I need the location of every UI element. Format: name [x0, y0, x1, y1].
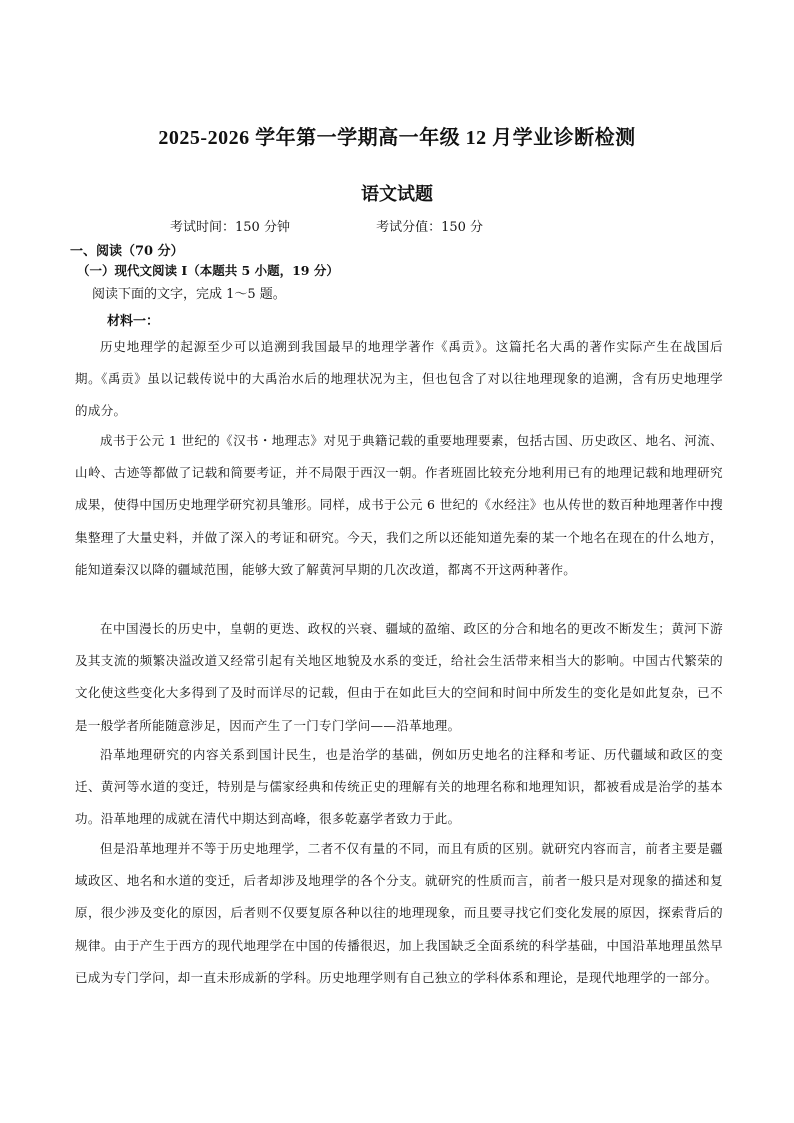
paragraph: 在中国漫长的历史中，皇朝的更迭、政权的兴衰、疆域的盈缩、政区的分合和地名的更改不断发生；黄河下游及其支流的频繁决溢改道又经常引起有关地区地貌及水系的变迁，给社会生活带来相当大的影响。中国古代繁荣的文化使这些变化大多得到了及时而详尽的记载，但由于在如此巨大的空间和时间中所发生的变化是如此复杂，已不是一般学者所能随意涉足，因而产生了一门专门学问——沿革地理。 [75, 621, 723, 733]
reading-instruction: 阅读下面的文字，完成 1～5 题。 [92, 287, 286, 302]
section-heading-reading: 一、阅读（70 分） [70, 244, 184, 259]
subject-title: 语文试题 [361, 184, 433, 205]
paragraph: 但是沿革地理并不等于历史地理学，二者不仅有量的不同，而且有质的区别。就研究内容而言，前者主要是疆域政区、地名和水道的变迁，后者却涉及地理学的各个分支。就研究的性质而言，前者一般只是对现象的描述和复原，很少涉及变化的原因，后者则不仅要复原各种以往的地理现象，而且要寻找它们变化发展的原因，探索背后的规律。由于产生于西方的现代地理学在中国的传播很迟，加上我国缺乏全面系统的科学基础，中国沿革地理虽然早已成为专门学问，却一直未形成新的学科。历史地理学则有自己独立的学科体系和理论，是现代地理学的一部分。 [75, 841, 723, 985]
subsection-heading-modern-text: （一）现代文阅读 I（本题共 5 小题，19 分） [77, 263, 339, 278]
exam-title: 2025-2026 学年第一学期高一年级 12 月学业诊断检测 [158, 127, 636, 149]
paragraph: 历史地理学的起源至少可以追溯到我国最早的地理学著作《禹贡》。这篇托名大禹的著作实际产生在战国后期。《禹贡》虽以记载传说中的大禹治水后的地理状况为主，但也包含了对以往地理现象的追溯，含有历史地理学的成分。 [75, 339, 723, 419]
exam-time: 考试时间：150 分钟 [170, 220, 290, 235]
material-label: 材料一： [107, 314, 160, 329]
paragraph: 成书于公元 1 世纪的《汉书・地理志》对见于典籍记载的重要地理要素，包括古国、历史政区、地名、河流、山岭、古迹等都做了记载和简要考证，并不局限于西汉一朝。作者班固比较充分地利用已有的地理记载和地理研究成果，使得中国历史地理学研究初具雏形。同样，成书于公元 6 世纪的《水经注》也从传世的数百种地理著作中搜集整理了大量史料，并做了深入的考证和研究。今天，我们之所以还能知道先秦的某一个地名在现在的什么地方，能知道秦汉以降的疆域范围，能够大致了解黄河早期的几次改道，都离不开这两种著作。 [75, 433, 723, 577]
paragraph: 沿革地理研究的内容关系到国计民生，也是治学的基础，例如历史地名的注释和考证、历代疆域和政区的变迁、黄河等水道的变迁，特别是与儒家经典和传统正史的理解有关的地理名称和地理知识，都被看成是治学的基本功。沿革地理的成就在清代中期达到高峰，很多乾嘉学者致力于此。 [75, 747, 723, 827]
exam-info [170, 216, 483, 235]
exam-score: 考试分值：150 分 [376, 220, 484, 235]
